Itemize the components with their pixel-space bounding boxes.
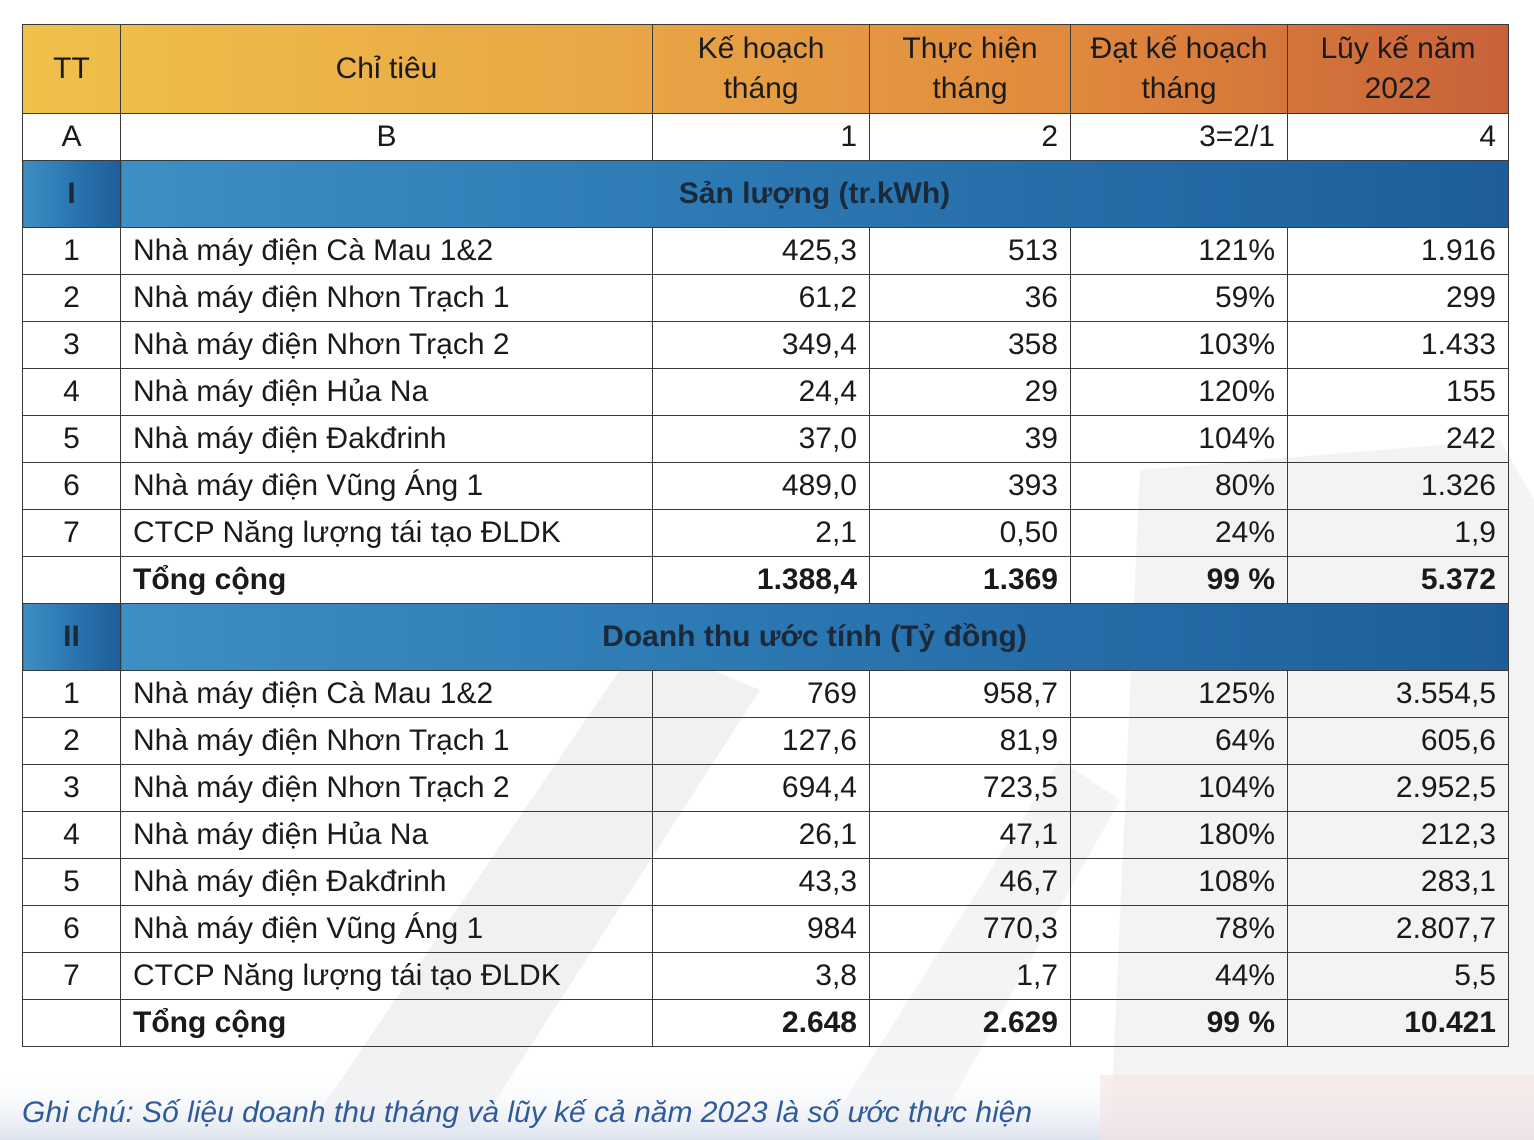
cell-luy-ke: 10.421 — [1288, 1000, 1509, 1047]
row-label: Nhà máy điện Nhơn Trạch 1 — [121, 275, 653, 322]
cell-ke-hoach: 2,1 — [653, 510, 870, 557]
row-label: Tổng cộng — [121, 1000, 653, 1047]
cell-luy-ke: 1.433 — [1288, 322, 1509, 369]
row-number: 1 — [23, 228, 121, 275]
cell-ke-hoach: 694,4 — [653, 765, 870, 812]
header-tt: TT — [23, 25, 121, 114]
cell-dat-ke-hoach: 80% — [1071, 463, 1288, 510]
row-label: Nhà máy điện Cà Mau 1&2 — [121, 228, 653, 275]
cell-luy-ke: 1.916 — [1288, 228, 1509, 275]
table-row — [23, 765, 1509, 812]
row-label: Nhà máy điện Đakđrinh — [121, 416, 653, 463]
cell-ke-hoach: 489,0 — [653, 463, 870, 510]
cell-ke-hoach: 26,1 — [653, 812, 870, 859]
row-number: 4 — [23, 369, 121, 416]
subheader-cell: 2 — [870, 114, 1071, 161]
subheader-cell: A — [23, 114, 121, 161]
section-code: I — [23, 161, 121, 228]
cell-thuc-hien: 0,50 — [870, 510, 1071, 557]
row-label: Nhà máy điện Hủa Na — [121, 812, 653, 859]
cell-ke-hoach: 425,3 — [653, 228, 870, 275]
section-title: Doanh thu ước tính (Tỷ đồng) — [121, 604, 1509, 671]
row-label: Nhà máy điện Đakđrinh — [121, 859, 653, 906]
cell-thuc-hien: 958,7 — [870, 671, 1071, 718]
cell-luy-ke: 283,1 — [1288, 859, 1509, 906]
table-row — [23, 906, 1509, 953]
row-label: Nhà máy điện Nhơn Trạch 2 — [121, 322, 653, 369]
cell-dat-ke-hoach: 99 % — [1071, 557, 1288, 604]
cell-luy-ke: 299 — [1288, 275, 1509, 322]
cell-ke-hoach: 1.388,4 — [653, 557, 870, 604]
section-title: Sản lượng (tr.kWh) — [121, 161, 1509, 228]
table-row — [23, 953, 1509, 1000]
subheader-cell: 4 — [1288, 114, 1509, 161]
cell-ke-hoach: 61,2 — [653, 275, 870, 322]
cell-thuc-hien: 29 — [870, 369, 1071, 416]
cell-thuc-hien: 723,5 — [870, 765, 1071, 812]
report-table — [22, 24, 1509, 1047]
row-number: 6 — [23, 463, 121, 510]
cell-ke-hoach: 984 — [653, 906, 870, 953]
table-row — [23, 718, 1509, 765]
cell-thuc-hien: 47,1 — [870, 812, 1071, 859]
table-row — [23, 671, 1509, 718]
cell-thuc-hien: 358 — [870, 322, 1071, 369]
row-label: CTCP Năng lượng tái tạo ĐLDK — [121, 953, 653, 1000]
cell-thuc-hien: 1,7 — [870, 953, 1071, 1000]
row-number: 7 — [23, 510, 121, 557]
row-label: Nhà máy điện Nhơn Trạch 2 — [121, 765, 653, 812]
cell-ke-hoach: 3,8 — [653, 953, 870, 1000]
footnote: Ghi chú: Số liệu doanh thu tháng và lũy kế cả năm 2023 là số ước thực hiện — [22, 1096, 1033, 1129]
row-number: 7 — [23, 953, 121, 1000]
row-label: Nhà máy điện Vũng Áng 1 — [121, 906, 653, 953]
row-number — [23, 1000, 121, 1047]
row-number: 6 — [23, 906, 121, 953]
section-header-row — [23, 604, 1509, 671]
cell-dat-ke-hoach: 121% — [1071, 228, 1288, 275]
cell-ke-hoach: 43,3 — [653, 859, 870, 906]
cell-dat-ke-hoach: 64% — [1071, 718, 1288, 765]
cell-luy-ke: 2.807,7 — [1288, 906, 1509, 953]
cell-luy-ke: 5,5 — [1288, 953, 1509, 1000]
table-row — [23, 416, 1509, 463]
header-chi-tieu: Chỉ tiêu — [121, 25, 653, 114]
cell-dat-ke-hoach: 44% — [1071, 953, 1288, 1000]
cell-luy-ke: 155 — [1288, 369, 1509, 416]
cell-dat-ke-hoach: 99 % — [1071, 1000, 1288, 1047]
report-table-container — [22, 24, 1508, 1047]
cell-thuc-hien: 513 — [870, 228, 1071, 275]
cell-dat-ke-hoach: 104% — [1071, 765, 1288, 812]
cell-dat-ke-hoach: 78% — [1071, 906, 1288, 953]
row-number: 3 — [23, 322, 121, 369]
cell-dat-ke-hoach: 180% — [1071, 812, 1288, 859]
cell-thuc-hien: 2.629 — [870, 1000, 1071, 1047]
table-row — [23, 859, 1509, 906]
cell-thuc-hien: 1.369 — [870, 557, 1071, 604]
cell-dat-ke-hoach: 120% — [1071, 369, 1288, 416]
cell-luy-ke: 2.952,5 — [1288, 765, 1509, 812]
row-label: Nhà máy điện Vũng Áng 1 — [121, 463, 653, 510]
cell-dat-ke-hoach: 125% — [1071, 671, 1288, 718]
cell-ke-hoach: 24,4 — [653, 369, 870, 416]
cell-dat-ke-hoach: 104% — [1071, 416, 1288, 463]
cell-luy-ke: 1.326 — [1288, 463, 1509, 510]
cell-luy-ke: 242 — [1288, 416, 1509, 463]
table-row — [23, 510, 1509, 557]
row-label: Nhà máy điện Nhơn Trạch 1 — [121, 718, 653, 765]
table-row — [23, 275, 1509, 322]
row-number: 5 — [23, 416, 121, 463]
cell-thuc-hien: 770,3 — [870, 906, 1071, 953]
section-header-row — [23, 161, 1509, 228]
header-ke-hoach: Kế hoạch tháng — [653, 25, 870, 114]
row-number: 3 — [23, 765, 121, 812]
row-number: 1 — [23, 671, 121, 718]
cell-thuc-hien: 46,7 — [870, 859, 1071, 906]
row-number: 5 — [23, 859, 121, 906]
cell-thuc-hien: 393 — [870, 463, 1071, 510]
row-label: Nhà máy điện Hủa Na — [121, 369, 653, 416]
table-row — [23, 322, 1509, 369]
row-number — [23, 557, 121, 604]
table-header-row — [23, 25, 1509, 114]
total-row — [23, 557, 1509, 604]
header-dat-ke-hoach: Đạt kế hoạch tháng — [1071, 25, 1288, 114]
header-thuc-hien: Thực hiện tháng — [870, 25, 1071, 114]
cell-luy-ke: 212,3 — [1288, 812, 1509, 859]
table-row — [23, 463, 1509, 510]
subheader-cell: 1 — [653, 114, 870, 161]
row-number: 2 — [23, 718, 121, 765]
cell-thuc-hien: 36 — [870, 275, 1071, 322]
row-label: Nhà máy điện Cà Mau 1&2 — [121, 671, 653, 718]
total-row — [23, 1000, 1509, 1047]
row-label: CTCP Năng lượng tái tạo ĐLDK — [121, 510, 653, 557]
cell-luy-ke: 1,9 — [1288, 510, 1509, 557]
row-number: 4 — [23, 812, 121, 859]
cell-thuc-hien: 39 — [870, 416, 1071, 463]
cell-ke-hoach: 127,6 — [653, 718, 870, 765]
cell-ke-hoach: 349,4 — [653, 322, 870, 369]
cell-ke-hoach: 2.648 — [653, 1000, 870, 1047]
cell-dat-ke-hoach: 103% — [1071, 322, 1288, 369]
cell-luy-ke: 5.372 — [1288, 557, 1509, 604]
cell-luy-ke: 3.554,5 — [1288, 671, 1509, 718]
header-luy-ke: Lũy kế năm 2022 — [1288, 25, 1509, 114]
cell-ke-hoach: 769 — [653, 671, 870, 718]
subheader-cell: 3=2/1 — [1071, 114, 1288, 161]
row-number: 2 — [23, 275, 121, 322]
table-row — [23, 228, 1509, 275]
cell-dat-ke-hoach: 108% — [1071, 859, 1288, 906]
cell-dat-ke-hoach: 59% — [1071, 275, 1288, 322]
cell-thuc-hien: 81,9 — [870, 718, 1071, 765]
table-row — [23, 369, 1509, 416]
subheader-row — [23, 114, 1509, 161]
subheader-cell: B — [121, 114, 653, 161]
cell-luy-ke: 605,6 — [1288, 718, 1509, 765]
table-row — [23, 812, 1509, 859]
row-label: Tổng cộng — [121, 557, 653, 604]
cell-ke-hoach: 37,0 — [653, 416, 870, 463]
section-code: II — [23, 604, 121, 671]
cell-dat-ke-hoach: 24% — [1071, 510, 1288, 557]
